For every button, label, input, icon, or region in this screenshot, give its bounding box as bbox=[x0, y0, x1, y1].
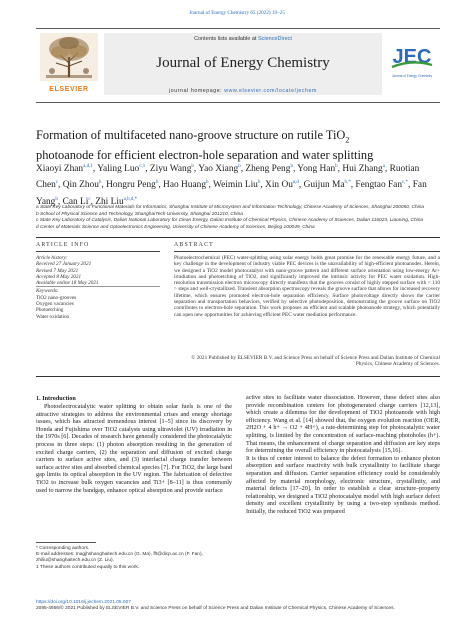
section-heading-introduction: 1. Introduction bbox=[36, 395, 76, 402]
history-item: Revised 7 May 2021 bbox=[36, 267, 79, 274]
author-name[interactable] bbox=[198, 164, 240, 174]
author-separator: , bbox=[90, 196, 96, 207]
author-name-text: Yaling Luo bbox=[97, 164, 140, 175]
history-item: Received 27 January 2021 bbox=[36, 261, 92, 268]
author-name[interactable] bbox=[355, 180, 408, 190]
doi-block bbox=[36, 600, 440, 613]
footnotes bbox=[36, 546, 232, 571]
copyright-notice: © 2021 Published by ELSEVIER B.V. and Science Press on behalf of Science Press and Dalian Institute of Chemical Physics, Chinese Academy of Sciences. bbox=[191, 355, 440, 368]
keywords-list bbox=[36, 295, 160, 320]
author-separator: , bbox=[260, 180, 266, 191]
author-name-text: Hongru Peng bbox=[106, 180, 156, 191]
article-history bbox=[36, 255, 160, 286]
author-separator: , bbox=[298, 180, 304, 191]
article-info-heading: ARTICLE INFO bbox=[36, 242, 90, 248]
author-name-text: Hao Huang bbox=[163, 180, 207, 191]
author-name[interactable] bbox=[342, 164, 385, 174]
author-separator: , bbox=[408, 180, 413, 191]
author-affiliation-mark: b bbox=[55, 196, 58, 202]
author-separator: , bbox=[337, 164, 343, 175]
author-affiliation-mark: b bbox=[191, 164, 194, 169]
homepage-prefix: journal homepage: bbox=[169, 88, 225, 94]
author-affiliation-mark: b bbox=[257, 180, 261, 186]
elsevier-wordmark: ELSEVIER bbox=[49, 86, 89, 93]
affiliation-item: a State Key Laboratory of Functional Materials for Informatics, Shanghai Institute of Microsystem and Information Technology, Chinese Academy of Sciences, Shanghai 200050, China bbox=[36, 205, 425, 210]
author-affiliation-mark: c bbox=[55, 180, 59, 186]
footnote-rule bbox=[36, 542, 96, 543]
author-affiliation-mark: c bbox=[88, 196, 91, 202]
article-title bbox=[36, 128, 436, 162]
article-info-rule bbox=[36, 251, 160, 252]
author-name-text: Fan Yang bbox=[36, 180, 427, 207]
keyword-item: Oxygen vacancies bbox=[36, 301, 74, 308]
history-item: Available online 18 May 2021 bbox=[36, 280, 99, 287]
author-name-text: Weimin Liu bbox=[213, 180, 258, 191]
author-name-text: Guijun Ma bbox=[303, 180, 345, 191]
author-separator: , bbox=[58, 180, 63, 191]
author-affiliation-mark: a,d bbox=[292, 180, 299, 186]
homepage-link[interactable]: www.elsevier.com/locate/jechem bbox=[224, 88, 317, 94]
author-name[interactable] bbox=[150, 164, 194, 174]
author-name-text: Ziyu Wang bbox=[149, 164, 192, 175]
author-affiliation-mark: b,* bbox=[344, 180, 351, 186]
author-name[interactable] bbox=[265, 180, 299, 190]
homepage-line bbox=[104, 88, 382, 94]
author-affiliation-mark: b bbox=[290, 164, 293, 169]
author-list bbox=[36, 160, 440, 209]
author-name[interactable] bbox=[245, 164, 293, 174]
author-name-text: Yong Han bbox=[297, 164, 336, 175]
author-affiliation-mark: b bbox=[335, 164, 338, 169]
affiliation-list bbox=[36, 205, 440, 231]
author-affiliation-mark: b bbox=[155, 180, 159, 186]
author-name-text: Yao Xiang bbox=[198, 164, 239, 175]
keyword-item: TiO2 nano-grooves bbox=[36, 295, 77, 301]
author-name[interactable] bbox=[297, 164, 337, 174]
author-name[interactable] bbox=[97, 164, 145, 174]
keywords-heading: Keywords: bbox=[36, 288, 59, 294]
author-name[interactable] bbox=[304, 180, 351, 190]
intro-left-column: Photoelectrocatalytic water splitting to obtain solar fuels is one of the attractive strategies to address the environmental crises and energy shortage issues, which has attracted tremendous interest [1–5] since its discovery by Honda and Fujishima over TiO2 catalysts using ultraviolet (UV) irradiation in the 1970s [6]. Decades of research have generally considered the photocatalytic process in three steps: (1) photon absorption resulting in the generation of excited charge carriers, (2) the separation and diffusion of excited charge carriers to surface active sites, and (3) interfacial charge transfer between surface active sites and absorbed chemical species [7]. For TiO2, the large band gap limits its optical absorption in the UV region. The fabrication of defective TiO2 to increase bulk oxygen vacancies and Ti3+ [8–11] is thus commonly used to narrow the bandgap, enhance optical absorption and provide surface bbox=[36, 404, 232, 494]
author-name-text: Ruotian Chen bbox=[36, 164, 420, 191]
author-separator: , bbox=[384, 164, 390, 175]
intro-right-column: active sites to facilitate water dissociation. However, these defect sites also provide recombination centers for photogenerated charge carriers [12,13], which create a dilemma for the development of TiO2 photoanode with high efficiency. Wang et al. [14] showed that, the oxygen evolution reaction (OER, 2H2O + 4 h+ → O2 + 4H+), a rate-determining step for photocatalytic water splitting, is limited by the concentration of surface-reaching photoholes (h+). That means, the enhancement of charge separation and diffusion are key steps for determining the overall efficiency in photocatalysis [15,16]. It is thus of center interest to balance the defect formation to enhance photon absorption and surface reactivity with bulk crystallinity to facilitate charge separation and diffusion. Carrier separation efficiency could be considerably affected by material morphology, electronic structure, crystallinity, and material defects [17–20]. In order to establish a clear structure–property relationship, we designed a TiO2 photocatalyst model with high surface defect density and excellent crystallinity by using a two-step synthesis method. Initially, the reduced TiO2 was prepared bbox=[246, 395, 440, 515]
author-name-text: Zhi Liu bbox=[95, 196, 124, 207]
author-name-text: Fengtao Fan bbox=[355, 180, 403, 191]
elsevier-logo[interactable] bbox=[40, 33, 98, 93]
author-affiliation-mark: a bbox=[382, 164, 385, 169]
author-name-text: Xin Ou bbox=[265, 180, 293, 191]
author-name[interactable] bbox=[213, 180, 260, 190]
author-name[interactable] bbox=[163, 180, 208, 190]
abstract-bottom-rule bbox=[36, 376, 440, 377]
affiliation-item: d Center of Materials Science and Optoelectronics Engineering, University of Chinese Academy of Sciences, Beijing 100049, China bbox=[36, 224, 315, 230]
journal-title: Journal of Energy Chemistry bbox=[156, 55, 330, 71]
abstract-heading: ABSTRACT bbox=[174, 242, 214, 248]
contents-line bbox=[104, 36, 382, 42]
author-separator: , bbox=[101, 180, 107, 191]
issn-line: 2095-4956/© 2021 Published by ELSEVIER B.V. and Science Press on behalf of Science Press and Dalian Institute of Chemical Physics, Chinese Academy of Sciences. bbox=[36, 606, 395, 612]
history-item: Accepted 8 May 2021 bbox=[36, 273, 82, 280]
author-affiliation-mark: c,1 bbox=[139, 164, 146, 169]
history-item: Article history: bbox=[36, 255, 68, 261]
author-separator: , bbox=[350, 180, 356, 191]
author-affiliation-mark: a,b,d,* bbox=[123, 196, 138, 202]
author-separator: , bbox=[145, 164, 150, 175]
author-name[interactable] bbox=[36, 164, 93, 174]
author-affiliation-mark: b bbox=[98, 180, 102, 186]
author-affiliation-mark: c,* bbox=[402, 180, 409, 186]
article-title-line2: photoanode for efficient electron-hole separation and water splitting bbox=[36, 147, 374, 162]
jec-logo-icon bbox=[386, 33, 438, 95]
jec-logo-subtitle: Journal of Energy Chemistry bbox=[391, 74, 433, 78]
elsevier-tree-icon bbox=[40, 33, 98, 81]
keyword-item: Water oxidation bbox=[36, 313, 70, 320]
contents-prefix: Contents lists available at bbox=[194, 36, 258, 42]
article-title-line1: Formation of multifaceted nano-groove structure on rutile TiO bbox=[36, 128, 346, 142]
author-separator: , bbox=[57, 196, 63, 207]
affiliation-item: c State Key Laboratory of Catalysis, Dalian National Laboratory for Clean Energy, Dalian Institute of Chemical Physics, Chinese Academy of Sciences, Dalian 116023, Liaoning, China bbox=[36, 218, 424, 224]
author-separator: , bbox=[240, 164, 246, 175]
author-separator: , bbox=[292, 164, 298, 175]
author-name-text: Qin Zhou bbox=[62, 180, 99, 191]
doi-link[interactable]: https://doi.org/10.1016/j.jechem.2021.05.007 bbox=[36, 600, 131, 605]
author-affiliation-mark: a,d,1 bbox=[83, 164, 93, 169]
affiliation-item: b School of Physical Science and Technology, ShanghaiTech University, Shanghai 201210, China bbox=[36, 211, 243, 217]
abstract-text: Photoelectrochemical (PEC) water-splitting using solar energy holds great promise for the renewable energy future, and a key challenge in the development of industry viable PEC devices is the unavailability of high-efficient photoanodes. Herein, we designed a TiO2 model photocatalyst with nano-groove pattern and different surface orientation using low-energy Ar+ irradiation and photoetching of TiO2, and significantly improved the intrinsic activity for PEC water oxidation. High-resolution transmission electron microscopy directly manifests that the grooves consist of highly stepped surface with < 110 > steps and well-crystallized. Transient absorption spectroscopy reveals the groove surface that allows for increased recovery lifetime, which ensures promoted electron-hole separation efficiency. Surface photovoltage directly shows the carrier separation and transportation behaviors, verified by selective photodeposition, demonstrating the groove surface on TiO2 contributes to electron-hole separation. This work proposes an efficient and scalable photoanode strategy, which potentially can open new opportunities for achieving efficient PEC water mediation performance. bbox=[174, 255, 440, 318]
journal-citation[interactable]: Journal of Energy Chemistry 65 (2022) 19–25 bbox=[189, 10, 285, 16]
author-separator: , bbox=[208, 180, 214, 191]
author-name-text: Xiaoyi Zhan bbox=[36, 164, 84, 175]
author-name[interactable] bbox=[106, 180, 158, 190]
author-name[interactable] bbox=[63, 180, 102, 190]
author-separator: , bbox=[92, 164, 98, 175]
sciencedirect-link[interactable]: ScienceDirect bbox=[257, 36, 292, 42]
footnote-equal-contribution: 1 These authors contributed equally to this work. bbox=[36, 564, 140, 570]
section-rule bbox=[36, 237, 440, 238]
article-title-subscript: 2 bbox=[345, 135, 350, 145]
keywords-rule bbox=[36, 286, 160, 287]
footnote-corresponding: * Corresponding authors. bbox=[36, 546, 90, 551]
author-separator: , bbox=[158, 180, 164, 191]
author-name-text: Zheng Peng bbox=[245, 164, 291, 175]
author-name-text: Hui Zhang bbox=[342, 164, 383, 175]
header-top-rule bbox=[36, 28, 440, 29]
author-affiliation-mark: b bbox=[238, 164, 241, 169]
jec-logo-text: JEC bbox=[392, 46, 432, 68]
header-bottom-rule bbox=[36, 102, 440, 103]
footnote-emails[interactable]: E-mail addresses: magjhshanghaitech.edu.cn (G. Ma), fft@dicp.ac.cn (F. Fan), zhiliu@shanghaitech.edu.cn (Z. Liu). bbox=[36, 552, 203, 564]
author-separator: , bbox=[193, 164, 199, 175]
author-affiliation-mark: b bbox=[206, 180, 209, 186]
abstract-rule bbox=[174, 251, 440, 252]
author-name-text: Can Li bbox=[62, 196, 89, 207]
jec-cover-logo[interactable] bbox=[386, 33, 438, 95]
keyword-item: Photoetching bbox=[36, 307, 64, 314]
